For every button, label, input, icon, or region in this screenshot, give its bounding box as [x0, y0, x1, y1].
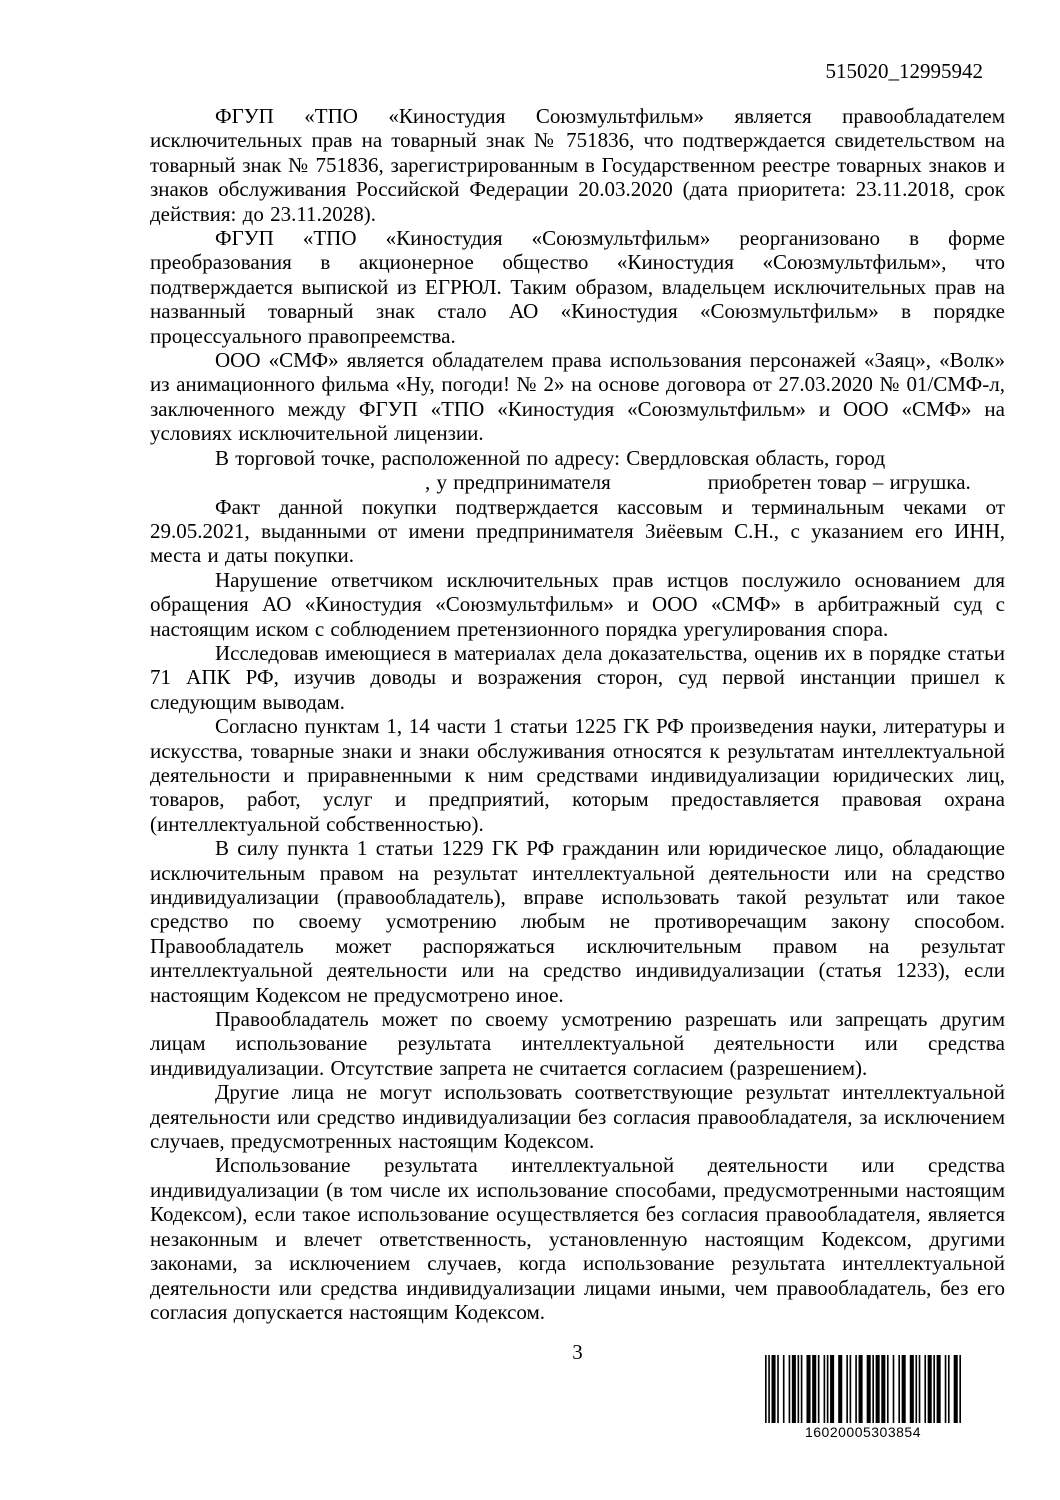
paragraph-unlawful-use: Использование результата интеллектуальной деятельности или средства индивидуализации (в том числе их использование способами, предусмотренными настоящим Кодексом), если такое использование осуществляется без согласия правообладателя, является незаконным и влечет ответственность, установленную настоящим Кодексом, другими законами, за исключением случаев, когда использование результата интеллектуальной деятельности или средства индивидуализации лицами иными, чем правообладатель, без его согласия допускается настоящим Кодексом.	[150, 1153, 1005, 1324]
paragraph-court-examination: Исследовав имеющиеся в материалах дела доказательства, оценив их в порядке статьи 71 АПК РФ, изучив доводы и возражения сторон, суд первой инстанции пришел к следующим выводам.	[150, 640, 1005, 714]
paragraph-purchase-location-line-2	[150, 470, 1005, 494]
paragraph-purchase-proof: Факт данной покупки подтверждается кассовым и терминальным чеками от 29.05.2021, выданными от имени предпринимателя Зиёевым С.Н., с указанием его ИНН, места и даты покупки.	[150, 494, 1005, 568]
paragraph-rightholder-permission: Правообладатель может по своему усмотрению разрешать или запрещать другим лицам использование результата интеллектуальной деятельности или средства индивидуализации. Отсутствие запрета не считается согласием (разрешением).	[150, 1007, 1005, 1080]
page-number: 3	[572, 1340, 583, 1364]
paragraph-purchase-location	[150, 446, 1005, 495]
barcode-bars	[765, 1355, 961, 1423]
document-id: 515020_12995942	[825, 59, 983, 83]
barcode	[765, 1355, 961, 1440]
paragraph-purchase-location-line-1	[150, 446, 1005, 470]
paragraph-other-persons: Другие лица не могут использовать соответствующие результат интеллектуальной деятельности или средство индивидуализации без согласия правообладателя, за исключением случаев, предусмотренных настоящим Кодексом.	[150, 1080, 1005, 1154]
purchase-location-text: В торговой точке, расположенной по адресу: Свердловская область, город	[215, 445, 886, 470]
paragraph-article-1225: Согласно пунктам 1, 14 части 1 статьи 1225 ГК РФ произведения науки, литературы и искусства, товарные знаки и знаки обслуживания относятся к результатам интеллектуальной деятельности и приравненными к ним средствами индивидуализации юридических лиц, товаров, работ, услуг и предприятий, которым предоставляется правовая охрана (интеллектуальной собственностью).	[150, 714, 1005, 836]
document-body	[150, 104, 1005, 1324]
barcode-number: 16020005303854	[804, 1424, 921, 1440]
entrepreneur-text: , у предпринимателя	[425, 470, 611, 495]
redacted-city-blank	[150, 488, 425, 489]
paragraph-trademark-rights: ФГУП «ТПО «Киностудия Союзмультфильм» является правообладателем исключительных прав на товарный знак № 751836, что подтверждается свидетельством на товарный знак № 751836, зарегистрированным в Государственном реестре товарных знаков и знаков обслуживания Российской Федерации 20.03.2020 (дата приоритета: 23.11.2018, срок действия: до 23.11.2028).	[150, 104, 1005, 226]
paragraph-reorganization: ФГУП «ТПО «Киностудия «Союзмультфильм» реорганизовано в форме преобразования в акционерное общество «Киностудия «Союзмультфильм», что подтверждается выпиской из ЕГРЮЛ. Таким образом, владельцем исключительных прав на названный товарный знак стало АО «Киностудия «Союзмультфильм» в порядке процессуального правопреемства.	[150, 226, 1005, 348]
paragraph-violation-basis: Нарушение ответчиком исключительных прав истцов послужило основанием для обращения АО «Киностудия «Союзмультфильм» и ООО «СМФ» в арбитражный суд с настоящим иском с соблюдением претензионного порядка урегулирования спора.	[150, 567, 1005, 641]
redacted-name-blank	[611, 488, 708, 489]
purchased-item-text: приобретен товар – игрушка.	[707, 470, 971, 495]
paragraph-article-1229: В силу пункта 1 статьи 1229 ГК РФ гражданин или юридическое лицо, обладающие исключительным правом на результат интеллектуальной деятельности или на средство индивидуализации (правообладатель), вправе использовать такой результат или такое средство по своему усмотрению любым не противоречащим закону способом. Правообладатель может распоряжаться исключительным правом на результат интеллектуальной деятельности или на средство индивидуализации (статья 1233), если настоящим Кодексом не предусмотрено иное.	[150, 836, 1005, 1007]
paragraph-license: ООО «СМФ» является обладателем права использования персонажей «Заяц», «Волк» из анимационного фильма «Ну, погоди! № 2» на основе договора от 27.03.2020 № 01/СМФ-л, заключенного между ФГУП «ТПО «Киностудия «Союзмультфильм» и ООО «СМФ» на условиях исключительной лицензии.	[150, 348, 1005, 446]
